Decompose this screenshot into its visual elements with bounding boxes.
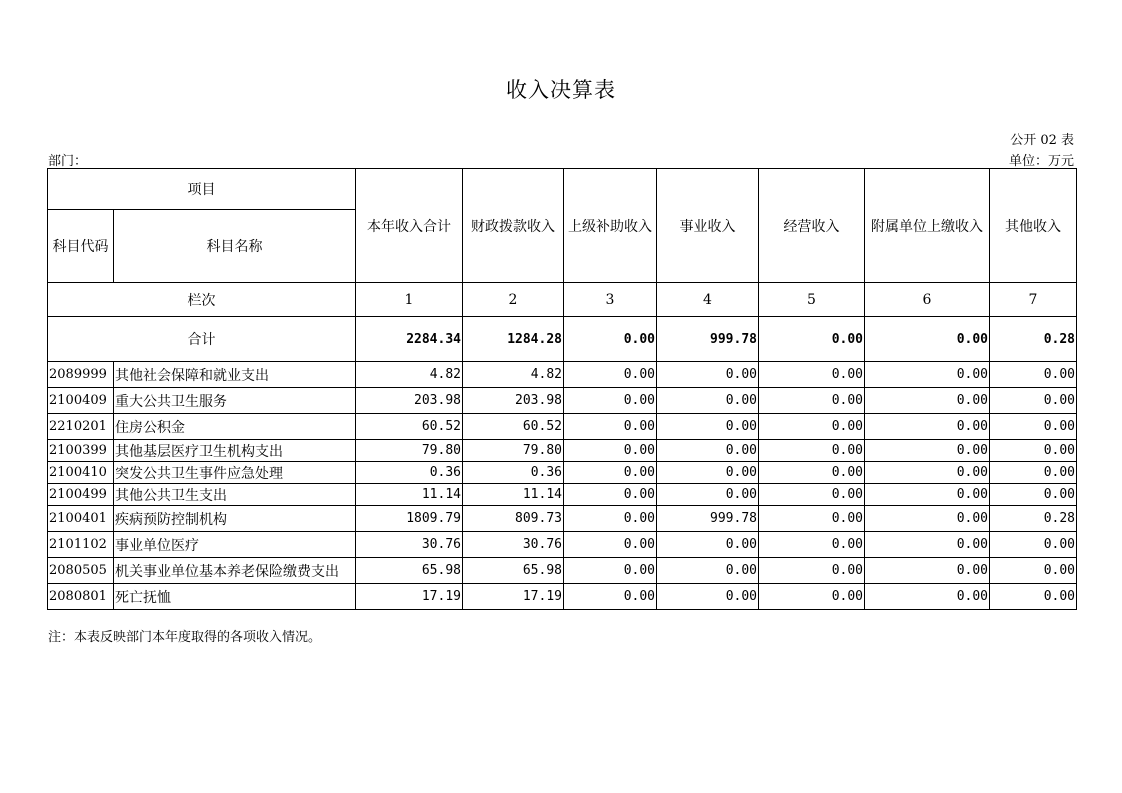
value-cell: 0.00	[759, 484, 865, 506]
column-number: 3	[564, 283, 657, 317]
value-cell: 65.98	[356, 558, 463, 584]
total-value: 999.78	[657, 317, 759, 362]
header-subject-code: 科目代码	[48, 210, 114, 283]
value-cell: 0.00	[865, 558, 990, 584]
table-row	[48, 584, 1077, 610]
subject-code-cell: 2100499	[48, 484, 114, 506]
value-cell: 0.00	[990, 558, 1077, 584]
table-row	[48, 414, 1077, 440]
subject-code-cell: 2100399	[48, 440, 114, 462]
value-cell: 0.00	[865, 388, 990, 414]
total-value: 0.28	[990, 317, 1077, 362]
value-cell: 0.00	[865, 484, 990, 506]
value-cell: 60.52	[463, 414, 564, 440]
value-cell: 0.00	[759, 414, 865, 440]
value-cell: 0.00	[564, 506, 657, 532]
column-number: 2	[463, 283, 564, 317]
value-cell: 0.00	[564, 532, 657, 558]
header-col-5: 经营收入	[759, 169, 865, 283]
value-cell: 999.78	[657, 506, 759, 532]
value-cell: 0.00	[759, 506, 865, 532]
table-row	[48, 532, 1077, 558]
subject-code-cell: 2100409	[48, 388, 114, 414]
value-cell: 60.52	[356, 414, 463, 440]
value-cell: 0.00	[564, 414, 657, 440]
subject-name-cell: 其他公共卫生支出	[114, 484, 356, 506]
table-note: 注：本表反映部门本年度取得的各项收入情况。	[48, 630, 322, 645]
value-cell: 79.80	[463, 440, 564, 462]
value-cell: 0.00	[564, 558, 657, 584]
subject-code-cell: 2080505	[48, 558, 114, 584]
value-cell: 17.19	[356, 584, 463, 610]
value-cell: 0.00	[865, 506, 990, 532]
value-cell: 0.00	[990, 440, 1077, 462]
subject-name-cell: 死亡抚恤	[114, 584, 356, 610]
value-cell: 0.36	[463, 462, 564, 484]
subject-code-cell: 2080801	[48, 584, 114, 610]
subject-name-cell: 其他社会保障和就业支出	[114, 362, 356, 388]
value-cell: 0.00	[759, 362, 865, 388]
subject-code-cell: 2101102	[48, 532, 114, 558]
value-cell: 0.00	[990, 388, 1077, 414]
subject-name-cell: 疾病预防控制机构	[114, 506, 356, 532]
value-cell: 0.00	[759, 440, 865, 462]
value-cell: 0.00	[865, 462, 990, 484]
income-table	[47, 168, 1077, 610]
value-cell: 0.00	[564, 462, 657, 484]
value-cell: 0.00	[657, 558, 759, 584]
table-row	[48, 558, 1077, 584]
header-col-4: 事业收入	[657, 169, 759, 283]
total-value: 1284.28	[463, 317, 564, 362]
subject-name-cell: 事业单位医疗	[114, 532, 356, 558]
column-number: 1	[356, 283, 463, 317]
value-cell: 11.14	[463, 484, 564, 506]
header-col-2: 财政拨款收入	[463, 169, 564, 283]
value-cell: 0.00	[759, 558, 865, 584]
header-col-3: 上级补助收入	[564, 169, 657, 283]
value-cell: 203.98	[356, 388, 463, 414]
table-row	[48, 484, 1077, 506]
value-cell: 0.00	[990, 584, 1077, 610]
subject-name-cell: 重大公共卫生服务	[114, 388, 356, 414]
value-cell: 4.82	[356, 362, 463, 388]
value-cell: 0.00	[990, 362, 1077, 388]
value-cell: 0.00	[657, 584, 759, 610]
table-row	[48, 440, 1077, 462]
value-cell: 0.00	[657, 440, 759, 462]
value-cell: 4.82	[463, 362, 564, 388]
column-number: 6	[865, 283, 990, 317]
header-subject-name: 科目名称	[114, 210, 356, 283]
value-cell: 0.00	[657, 414, 759, 440]
total-value: 2284.34	[356, 317, 463, 362]
header-col-1: 本年收入合计	[356, 169, 463, 283]
value-cell: 0.00	[865, 414, 990, 440]
value-cell: 0.00	[759, 584, 865, 610]
value-cell: 30.76	[463, 532, 564, 558]
value-cell: 0.00	[865, 440, 990, 462]
column-number-row	[48, 283, 1077, 317]
table-row	[48, 362, 1077, 388]
value-cell: 0.00	[657, 532, 759, 558]
header-project: 项目	[48, 169, 356, 210]
subject-name-cell: 突发公共卫生事件应急处理	[114, 462, 356, 484]
total-label: 合计	[48, 317, 356, 362]
column-number: 4	[657, 283, 759, 317]
value-cell: 0.00	[865, 532, 990, 558]
column-number-label: 栏次	[48, 283, 356, 317]
value-cell: 203.98	[463, 388, 564, 414]
value-cell: 0.00	[564, 362, 657, 388]
value-cell: 0.00	[865, 362, 990, 388]
page-title: 收入决算表	[506, 78, 616, 102]
subject-code-cell: 2089999	[48, 362, 114, 388]
value-cell: 0.28	[990, 506, 1077, 532]
subject-code-cell: 2100410	[48, 462, 114, 484]
value-cell: 0.00	[564, 484, 657, 506]
subject-name-cell: 住房公积金	[114, 414, 356, 440]
value-cell: 0.00	[759, 532, 865, 558]
table-row	[48, 506, 1077, 532]
value-cell: 17.19	[463, 584, 564, 610]
value-cell: 0.00	[990, 462, 1077, 484]
total-value: 0.00	[759, 317, 865, 362]
value-cell: 0.00	[657, 462, 759, 484]
table-row	[48, 388, 1077, 414]
value-cell: 0.00	[759, 388, 865, 414]
value-cell: 79.80	[356, 440, 463, 462]
value-cell: 0.00	[990, 414, 1077, 440]
value-cell: 0.00	[657, 388, 759, 414]
value-cell: 0.00	[990, 532, 1077, 558]
subject-code-cell: 2210201	[48, 414, 114, 440]
subject-name-cell: 其他基层医疗卫生机构支出	[114, 440, 356, 462]
value-cell: 0.36	[356, 462, 463, 484]
column-number: 7	[990, 283, 1077, 317]
value-cell: 30.76	[356, 532, 463, 558]
value-cell: 0.00	[564, 440, 657, 462]
value-cell: 0.00	[657, 484, 759, 506]
unit-label: 单位：万元	[1008, 154, 1074, 169]
total-value: 0.00	[865, 317, 990, 362]
value-cell: 0.00	[564, 584, 657, 610]
header-col-6: 附属单位上缴收入	[865, 169, 990, 283]
subject-code-cell: 2100401	[48, 506, 114, 532]
value-cell: 0.00	[990, 484, 1077, 506]
table-row	[48, 462, 1077, 484]
total-row	[48, 317, 1077, 362]
department-label: 部门：	[48, 154, 88, 169]
subject-name-cell: 机关事业单位基本养老保险缴费支出	[114, 558, 356, 584]
value-cell: 0.00	[657, 362, 759, 388]
value-cell: 11.14	[356, 484, 463, 506]
form-number: 公开 02 表	[1010, 133, 1074, 148]
value-cell: 0.00	[759, 462, 865, 484]
value-cell: 809.73	[463, 506, 564, 532]
total-value: 0.00	[564, 317, 657, 362]
header-col-7: 其他收入	[990, 169, 1077, 283]
value-cell: 65.98	[463, 558, 564, 584]
column-number: 5	[759, 283, 865, 317]
value-cell: 0.00	[865, 584, 990, 610]
value-cell: 0.00	[564, 388, 657, 414]
value-cell: 1809.79	[356, 506, 463, 532]
